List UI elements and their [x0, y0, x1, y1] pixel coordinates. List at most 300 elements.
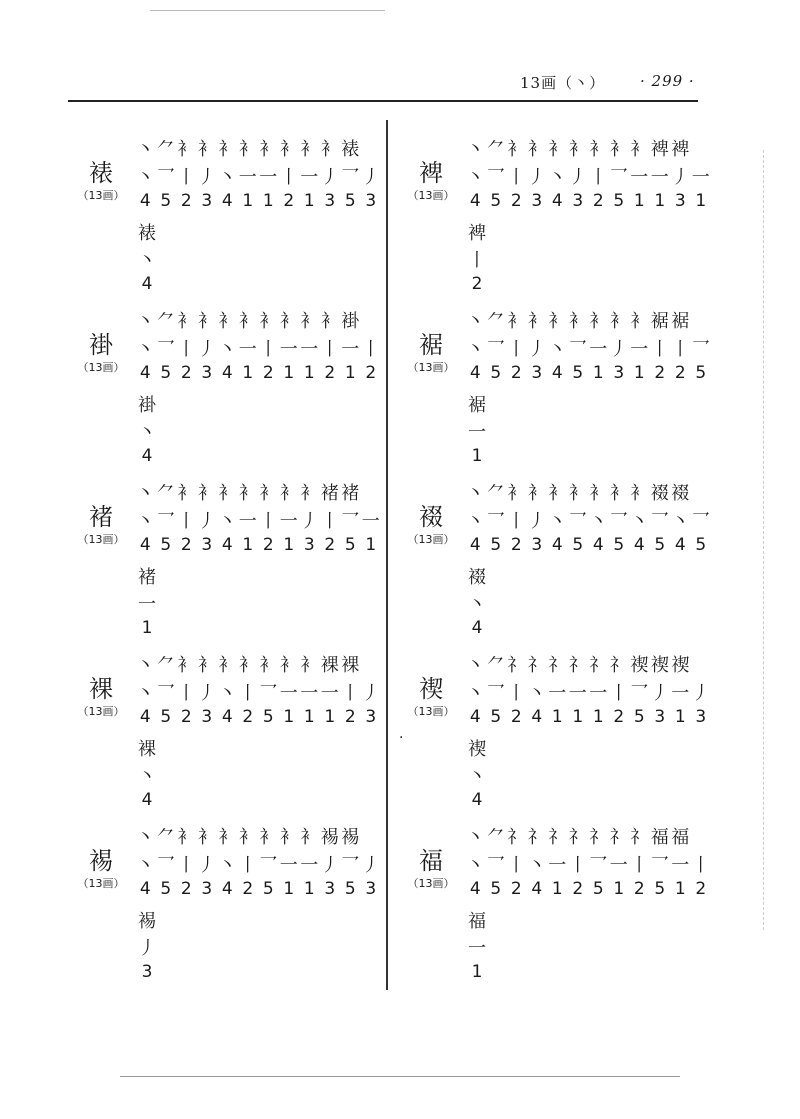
stroke-code-numbers-item: 2	[654, 363, 666, 383]
stroke-sequence-item: 丨	[177, 511, 196, 532]
top-edge-rule	[150, 10, 385, 11]
stroke-sequence-item: 丨	[507, 855, 526, 876]
stroke-count-tag: （13画）	[77, 189, 125, 202]
stroke-order-forms-item: 衤	[218, 483, 237, 504]
stroke-code-numbers-item: 2	[344, 707, 356, 727]
stroke-sequence-item: 乛	[341, 167, 360, 188]
dictionary-entry	[75, 307, 395, 477]
stroke-sequence-item: 一	[279, 683, 298, 704]
stroke-code-numbers-item: 2	[510, 535, 522, 555]
stroke-sequence-item: 一	[259, 167, 278, 188]
stroke-order-forms-item: 丶	[136, 139, 155, 160]
stroke-code-numbers-item: 5	[262, 879, 274, 899]
stroke-order-forms-item: ⺈	[486, 311, 505, 332]
stroke-sequence-item: 一	[589, 683, 608, 704]
stroke-order-forms-item: 衤	[279, 139, 298, 160]
stroke-code-numbers-item: 1	[303, 363, 315, 383]
stroke-sequence	[135, 163, 381, 189]
stroke-sequence-item: 丨	[341, 683, 360, 704]
stroke-order-forms-item: 礻	[609, 655, 628, 676]
stroke-code-numbers-item: 1	[551, 879, 563, 899]
stroke-sequence-item: 一	[361, 511, 380, 532]
final-character: 福	[468, 911, 486, 932]
stroke-sequence-item: 丿	[361, 167, 380, 188]
stroke-order-forms	[465, 135, 691, 161]
stroke-order-forms	[465, 823, 691, 849]
stroke-sequence-item: 一	[691, 167, 710, 188]
stroke-count-tag: （13画）	[407, 877, 455, 890]
stroke-sequence-item: 丶	[218, 683, 237, 704]
stroke-order-forms-item: 衤	[279, 483, 298, 504]
headword-character: 裼	[89, 847, 113, 875]
stroke-order-forms-item: 裼	[320, 827, 339, 848]
headword-character: 裨	[419, 159, 443, 187]
stroke-order-forms-item: 衤	[589, 139, 608, 160]
stroke-order-forms-item: 衤	[507, 311, 526, 332]
final-stroke: 丨	[468, 250, 486, 271]
stroke-sequence-item: 一	[238, 167, 257, 188]
stroke-order-forms-item: 礻	[527, 655, 546, 676]
stroke-sequence-item: 一	[320, 683, 339, 704]
stroke-sequence-item: 一	[589, 339, 608, 360]
final-stroke-number: 1	[141, 618, 153, 638]
stroke-order-forms-item: 衤	[300, 139, 319, 160]
final-stroke: 丶	[138, 422, 156, 443]
stroke-code-numbers-item: 1	[633, 191, 645, 211]
stroke-sequence-item: 丶	[218, 511, 237, 532]
dictionary-entry	[405, 651, 725, 821]
stroke-order-forms-item: 礻	[589, 827, 608, 848]
stroke-order-forms-item: 衤	[568, 483, 587, 504]
stroke-order-forms	[135, 135, 361, 161]
stroke-code-numbers-item: 3	[303, 535, 315, 555]
stroke-order-forms-item: 衤	[609, 311, 628, 332]
stroke-order-forms-item: 衤	[177, 655, 196, 676]
stroke-order-forms-item: 衤	[279, 655, 298, 676]
final-stroke: 丶	[468, 594, 486, 615]
stroke-code-numbers-item: 2	[283, 191, 295, 211]
stroke-code-numbers-item: 4	[469, 363, 481, 383]
final-character: 裼	[138, 911, 156, 932]
stroke-order-forms-item: 衤	[197, 827, 216, 848]
stroke-order-forms-item: 禊	[671, 655, 690, 676]
stroke-order-forms-item: 礻	[548, 655, 567, 676]
stroke-code-numbers-item: 5	[490, 191, 502, 211]
headword-character: 禊	[419, 675, 443, 703]
stroke-order-forms-item: 丶	[136, 483, 155, 504]
stroke-code-numbers-item: 1	[242, 535, 254, 555]
stroke-sequence-item: 丿	[527, 339, 546, 360]
stroke-count-tag: （13画）	[77, 705, 125, 718]
stroke-order-forms-item: 衤	[568, 139, 587, 160]
stroke-order-forms-item: 衤	[259, 311, 278, 332]
stroke-count-tag: （13画）	[77, 877, 125, 890]
final-character: 裾	[468, 395, 486, 416]
stroke-order-forms-item: ⺈	[156, 139, 175, 160]
stroke-sequence-item: 乛	[156, 855, 175, 876]
final-stroke-number: 1	[471, 962, 483, 982]
stroke-code-numbers-item: 1	[283, 363, 295, 383]
stroke-sequence-item: 乛	[156, 683, 175, 704]
stroke-order-forms-item: 裰	[671, 483, 690, 504]
stroke-code-numbers-item: 3	[695, 707, 707, 727]
stroke-order-forms-item: 衤	[507, 139, 526, 160]
dictionary-entry	[75, 135, 395, 305]
stroke-order-forms	[135, 307, 361, 333]
stroke-code-numbers-item: 2	[613, 707, 625, 727]
final-stroke: 一	[468, 422, 486, 443]
stroke-code-numbers-item: 4	[531, 879, 543, 899]
stroke-sequence-item: 乛	[486, 855, 505, 876]
stroke-order-forms-item: 礻	[507, 827, 526, 848]
final-stroke-number: 4	[141, 790, 153, 810]
stroke-code-numbers-item: 4	[551, 535, 563, 555]
stroke-code-numbers-item: 1	[613, 879, 625, 899]
stroke-code-numbers-item: 2	[592, 191, 604, 211]
stroke-sequence-item: 丨	[361, 339, 380, 360]
stroke-sequence-item: 丨	[320, 339, 339, 360]
stroke-sequence	[135, 335, 381, 361]
stroke-code-numbers-item: 5	[490, 363, 502, 383]
stroke-code-numbers-item: 5	[160, 191, 172, 211]
stroke-sequence	[465, 163, 711, 189]
stroke-sequence-item: 丿	[361, 855, 380, 876]
stroke-count-tag: （13画）	[407, 361, 455, 374]
stroke-sequence-item: 丨	[507, 683, 526, 704]
stroke-code-numbers-item: 4	[592, 535, 604, 555]
stroke-order-forms-item: 禊	[630, 655, 649, 676]
stroke-code-numbers-item: 2	[242, 707, 254, 727]
stroke-code-numbers-item: 4	[531, 707, 543, 727]
stroke-sequence-item: 丶	[218, 339, 237, 360]
dictionary-entry	[405, 135, 725, 305]
stroke-sequence-item: 丶	[136, 683, 155, 704]
stroke-code-numbers-item: 2	[365, 363, 377, 383]
stroke-code-numbers-item: 1	[283, 707, 295, 727]
stroke-order-forms-item: 衤	[177, 311, 196, 332]
stroke-sequence-item: 一	[238, 339, 257, 360]
stroke-sequence-item: 丶	[548, 167, 567, 188]
stroke-code-numbers-item: 1	[303, 191, 315, 211]
stroke-code-numbers-item: 4	[139, 363, 151, 383]
stroke-sequence-item: 乛	[609, 167, 628, 188]
stroke-order-forms-item: 丶	[466, 655, 485, 676]
stroke-sequence-item: 丿	[320, 167, 339, 188]
stroke-order-forms-item: 礻	[589, 655, 608, 676]
stroke-order-forms-item: ⺈	[156, 483, 175, 504]
stroke-order-forms-item: 衤	[630, 139, 649, 160]
stroke-sequence-item: 丶	[671, 511, 690, 532]
stroke-code-numbers-item: 4	[633, 535, 645, 555]
stroke-code-numbers-item: 1	[262, 191, 274, 211]
stroke-code-numbers-item: 1	[592, 363, 604, 383]
stroke-code-numbers-item: 4	[469, 535, 481, 555]
stroke-count-tag: （13画）	[407, 705, 455, 718]
stroke-sequence	[465, 851, 711, 877]
stroke-code-numbers-item: 2	[180, 191, 192, 211]
stroke-order-forms-item: ⺈	[486, 139, 505, 160]
stroke-sequence-item: 丨	[279, 167, 298, 188]
final-character: 裨	[468, 223, 486, 244]
stroke-order-forms	[465, 651, 691, 677]
stroke-code-numbers-item: 2	[510, 707, 522, 727]
stroke-code-numbers-item: 5	[490, 535, 502, 555]
stroke-code-numbers-item: 5	[695, 363, 707, 383]
stroke-sequence-item: 丨	[177, 339, 196, 360]
stroke-sequence	[465, 679, 711, 705]
stroke-order-forms-item: 衤	[259, 483, 278, 504]
stroke-code-numbers	[135, 363, 381, 383]
stroke-order-forms-item: ⺈	[486, 827, 505, 848]
stroke-order-forms-item: 衤	[238, 311, 257, 332]
stroke-code-numbers-item: 3	[201, 191, 213, 211]
stroke-order-forms-item: 衤	[630, 311, 649, 332]
dictionary-entry	[405, 823, 725, 993]
headword-character: 裸	[89, 675, 113, 703]
stroke-order-forms-item: 衤	[300, 483, 319, 504]
margin-rule	[763, 150, 764, 930]
stroke-code-numbers-item: 2	[510, 363, 522, 383]
stroke-sequence-item: 丶	[218, 167, 237, 188]
stroke-code-numbers-item: 2	[633, 879, 645, 899]
stroke-code-numbers-item: 4	[139, 191, 151, 211]
stroke-sequence-item: 丶	[466, 167, 485, 188]
stroke-order-forms-item: 衤	[218, 139, 237, 160]
stroke-sequence-item: 丨	[507, 339, 526, 360]
stroke-code-numbers-item: 1	[303, 879, 315, 899]
final-stroke-number: 1	[471, 446, 483, 466]
dictionary-entry	[75, 651, 395, 821]
stroke-code-numbers-item: 3	[674, 191, 686, 211]
stroke-order-forms-item: 衤	[589, 483, 608, 504]
stroke-sequence-item: 乛	[259, 855, 278, 876]
stroke-order-forms-item: 礻	[507, 655, 526, 676]
stroke-order-forms-item: 衤	[527, 311, 546, 332]
stroke-order-forms-item: 禊	[650, 655, 669, 676]
stroke-order-forms-item: 衤	[279, 311, 298, 332]
stroke-sequence-item: 丶	[466, 511, 485, 532]
stroke-sequence-item: 乛	[691, 339, 710, 360]
stroke-sequence-item: 丿	[609, 339, 628, 360]
stroke-code-numbers-item: 5	[160, 879, 172, 899]
stroke-code-numbers-item: 4	[469, 707, 481, 727]
stroke-order-forms-item: ⺈	[156, 311, 175, 332]
stroke-sequence-item: 丶	[527, 683, 546, 704]
stroke-code-numbers-item: 5	[613, 191, 625, 211]
stroke-code-numbers-item: 2	[180, 707, 192, 727]
stroke-code-numbers	[465, 535, 711, 555]
stroke-code-numbers-item: 1	[633, 363, 645, 383]
stroke-code-numbers	[135, 879, 381, 899]
stroke-order-forms-item: 福	[650, 827, 669, 848]
stroke-code-numbers-item: 1	[365, 535, 377, 555]
stroke-code-numbers-item: 3	[531, 535, 543, 555]
stroke-sequence-item: 乛	[341, 511, 360, 532]
stroke-sequence-item: 一	[300, 339, 319, 360]
stroke-sequence-item: 乛	[609, 511, 628, 532]
stroke-order-forms	[465, 479, 691, 505]
final-character: 裱	[138, 223, 156, 244]
stroke-sequence-item: 一	[548, 683, 567, 704]
stroke-order-forms-item: 礻	[568, 827, 587, 848]
stroke-code-numbers-item: 2	[324, 535, 336, 555]
stroke-order-forms-item: 丶	[136, 655, 155, 676]
stroke-code-numbers-item: 3	[201, 363, 213, 383]
stroke-sequence-item: 丶	[136, 855, 155, 876]
stroke-sequence-item: 乛	[630, 683, 649, 704]
stroke-code-numbers-item: 5	[490, 879, 502, 899]
stroke-code-numbers-item: 2	[180, 363, 192, 383]
stroke-order-forms-item: 衤	[507, 483, 526, 504]
stroke-sequence-item: 一	[630, 167, 649, 188]
footer-rule	[120, 1076, 680, 1077]
stray-mark: ·	[399, 730, 404, 746]
stroke-order-forms-item: ⺈	[156, 655, 175, 676]
stroke-code-numbers-item: 5	[572, 535, 584, 555]
stroke-order-forms	[135, 651, 361, 677]
stroke-sequence-item: 乛	[650, 511, 669, 532]
stroke-order-forms-item: 衤	[177, 827, 196, 848]
stroke-sequence-item: 丿	[197, 339, 216, 360]
stroke-sequence-item: 一	[609, 855, 628, 876]
stroke-code-numbers-item: 1	[303, 707, 315, 727]
stroke-order-forms-item: 衤	[527, 139, 546, 160]
stroke-count-tag: （13画）	[407, 189, 455, 202]
stroke-code-numbers-item: 4	[221, 535, 233, 555]
page-number: · 299 ·	[640, 72, 695, 90]
stroke-order-forms-item: 裰	[650, 483, 669, 504]
stroke-sequence-item: 丿	[197, 511, 216, 532]
final-stroke: 丶	[468, 766, 486, 787]
stroke-order-forms-item: 衤	[197, 139, 216, 160]
stroke-order-forms-item: 衤	[177, 139, 196, 160]
stroke-order-forms-item: 衤	[218, 655, 237, 676]
stroke-order-forms-item: 丶	[466, 827, 485, 848]
stroke-sequence-item: 一	[671, 855, 690, 876]
stroke-order-forms-item: 衤	[177, 483, 196, 504]
stroke-code-numbers	[135, 191, 381, 211]
stroke-sequence-item: 丿	[197, 167, 216, 188]
stroke-code-numbers-item: 4	[551, 363, 563, 383]
stroke-sequence-item: 丨	[507, 167, 526, 188]
stroke-order-forms-item: 礻	[630, 827, 649, 848]
stroke-order-forms-item: 衤	[238, 139, 257, 160]
stroke-order-forms-item: 裾	[650, 311, 669, 332]
stroke-order-forms-item: 衤	[300, 655, 319, 676]
stroke-sequence-item: 丶	[466, 683, 485, 704]
stroke-code-numbers-item: 1	[654, 191, 666, 211]
stroke-code-numbers-item: 1	[283, 535, 295, 555]
stroke-sequence-item: 丶	[136, 167, 155, 188]
stroke-sequence-item: 丶	[466, 339, 485, 360]
headword-character: 裰	[419, 503, 443, 531]
dictionary-entry	[405, 479, 725, 649]
stroke-code-numbers-item: 4	[139, 879, 151, 899]
stroke-code-numbers-item: 2	[324, 363, 336, 383]
stroke-order-forms-item: 衤	[300, 311, 319, 332]
final-character: 禊	[468, 739, 486, 760]
stroke-code-numbers-item: 1	[283, 879, 295, 899]
dictionary-entry	[75, 479, 395, 649]
stroke-order-forms-item: 丶	[466, 483, 485, 504]
stroke-code-numbers-item: 3	[201, 879, 213, 899]
stroke-sequence-item: 丿	[300, 511, 319, 532]
stroke-sequence-item: 一	[300, 167, 319, 188]
stroke-code-numbers-item: 3	[365, 879, 377, 899]
stroke-sequence-item: 乛	[486, 339, 505, 360]
headword-character: 裱	[89, 159, 113, 187]
stroke-sequence-item: 一	[548, 855, 567, 876]
stroke-sequence-item: 乛	[486, 683, 505, 704]
stroke-order-forms-item: 衤	[320, 311, 339, 332]
stroke-code-numbers-item: 2	[510, 879, 522, 899]
stroke-sequence-item: 丶	[218, 855, 237, 876]
stroke-order-forms-item: 衤	[238, 655, 257, 676]
stroke-code-numbers-item: 3	[613, 363, 625, 383]
stroke-sequence-item: 丨	[177, 855, 196, 876]
stroke-sequence-item: 丨	[259, 339, 278, 360]
final-character: 裰	[468, 567, 486, 588]
stroke-order-forms-item: 衤	[548, 483, 567, 504]
stroke-sequence-item: 丨	[177, 167, 196, 188]
stroke-code-numbers-item: 3	[531, 191, 543, 211]
headword-character: 福	[419, 847, 443, 875]
stroke-sequence-item: 丿	[691, 683, 710, 704]
stroke-count-tag: （13画）	[77, 533, 125, 546]
stroke-sequence-item: 丿	[320, 855, 339, 876]
stroke-sequence-item: 丨	[238, 855, 257, 876]
stroke-code-numbers-item: 3	[365, 707, 377, 727]
stroke-sequence-item: 乛	[486, 167, 505, 188]
stroke-sequence-item: 丨	[671, 339, 690, 360]
final-stroke: 一	[468, 938, 486, 959]
stroke-sequence-item: 丨	[259, 511, 278, 532]
stroke-code-numbers-item: 5	[490, 707, 502, 727]
stroke-sequence-item: 丿	[671, 167, 690, 188]
stroke-order-forms-item: 丶	[136, 827, 155, 848]
final-character: 裸	[138, 739, 156, 760]
stroke-sequence-item: 丶	[136, 339, 155, 360]
stroke-code-numbers-item: 5	[344, 879, 356, 899]
stroke-sequence-item: 丿	[527, 511, 546, 532]
stroke-order-forms-item: 衤	[609, 139, 628, 160]
stroke-sequence-item: 丿	[197, 683, 216, 704]
stroke-code-numbers-item: 2	[510, 191, 522, 211]
stroke-code-numbers-item: 5	[633, 707, 645, 727]
stroke-order-forms-item: 衤	[218, 311, 237, 332]
stroke-code-numbers	[135, 707, 381, 727]
stroke-code-numbers-item: 3	[365, 191, 377, 211]
stroke-order-forms-item: 礻	[548, 827, 567, 848]
stroke-code-numbers-item: 4	[221, 191, 233, 211]
stroke-code-numbers-item: 1	[695, 191, 707, 211]
stroke-sequence-item: 乛	[156, 339, 175, 360]
stroke-code-numbers-item: 4	[221, 363, 233, 383]
dictionary-entry	[405, 307, 725, 477]
stroke-order-forms-item: ⺈	[486, 655, 505, 676]
stroke-order-forms-item: 丶	[466, 311, 485, 332]
stroke-sequence	[135, 507, 381, 533]
stroke-sequence-item: 乛	[568, 511, 587, 532]
stroke-code-numbers-item: 5	[592, 879, 604, 899]
stroke-code-numbers-item: 3	[201, 707, 213, 727]
stroke-order-forms-item: 裼	[341, 827, 360, 848]
stroke-order-forms-item: 衤	[259, 655, 278, 676]
stroke-sequence-item: 乛	[259, 683, 278, 704]
stroke-code-numbers-item: 2	[262, 363, 274, 383]
headword-character: 褚	[89, 503, 113, 531]
stroke-order-forms-item: 衤	[279, 827, 298, 848]
